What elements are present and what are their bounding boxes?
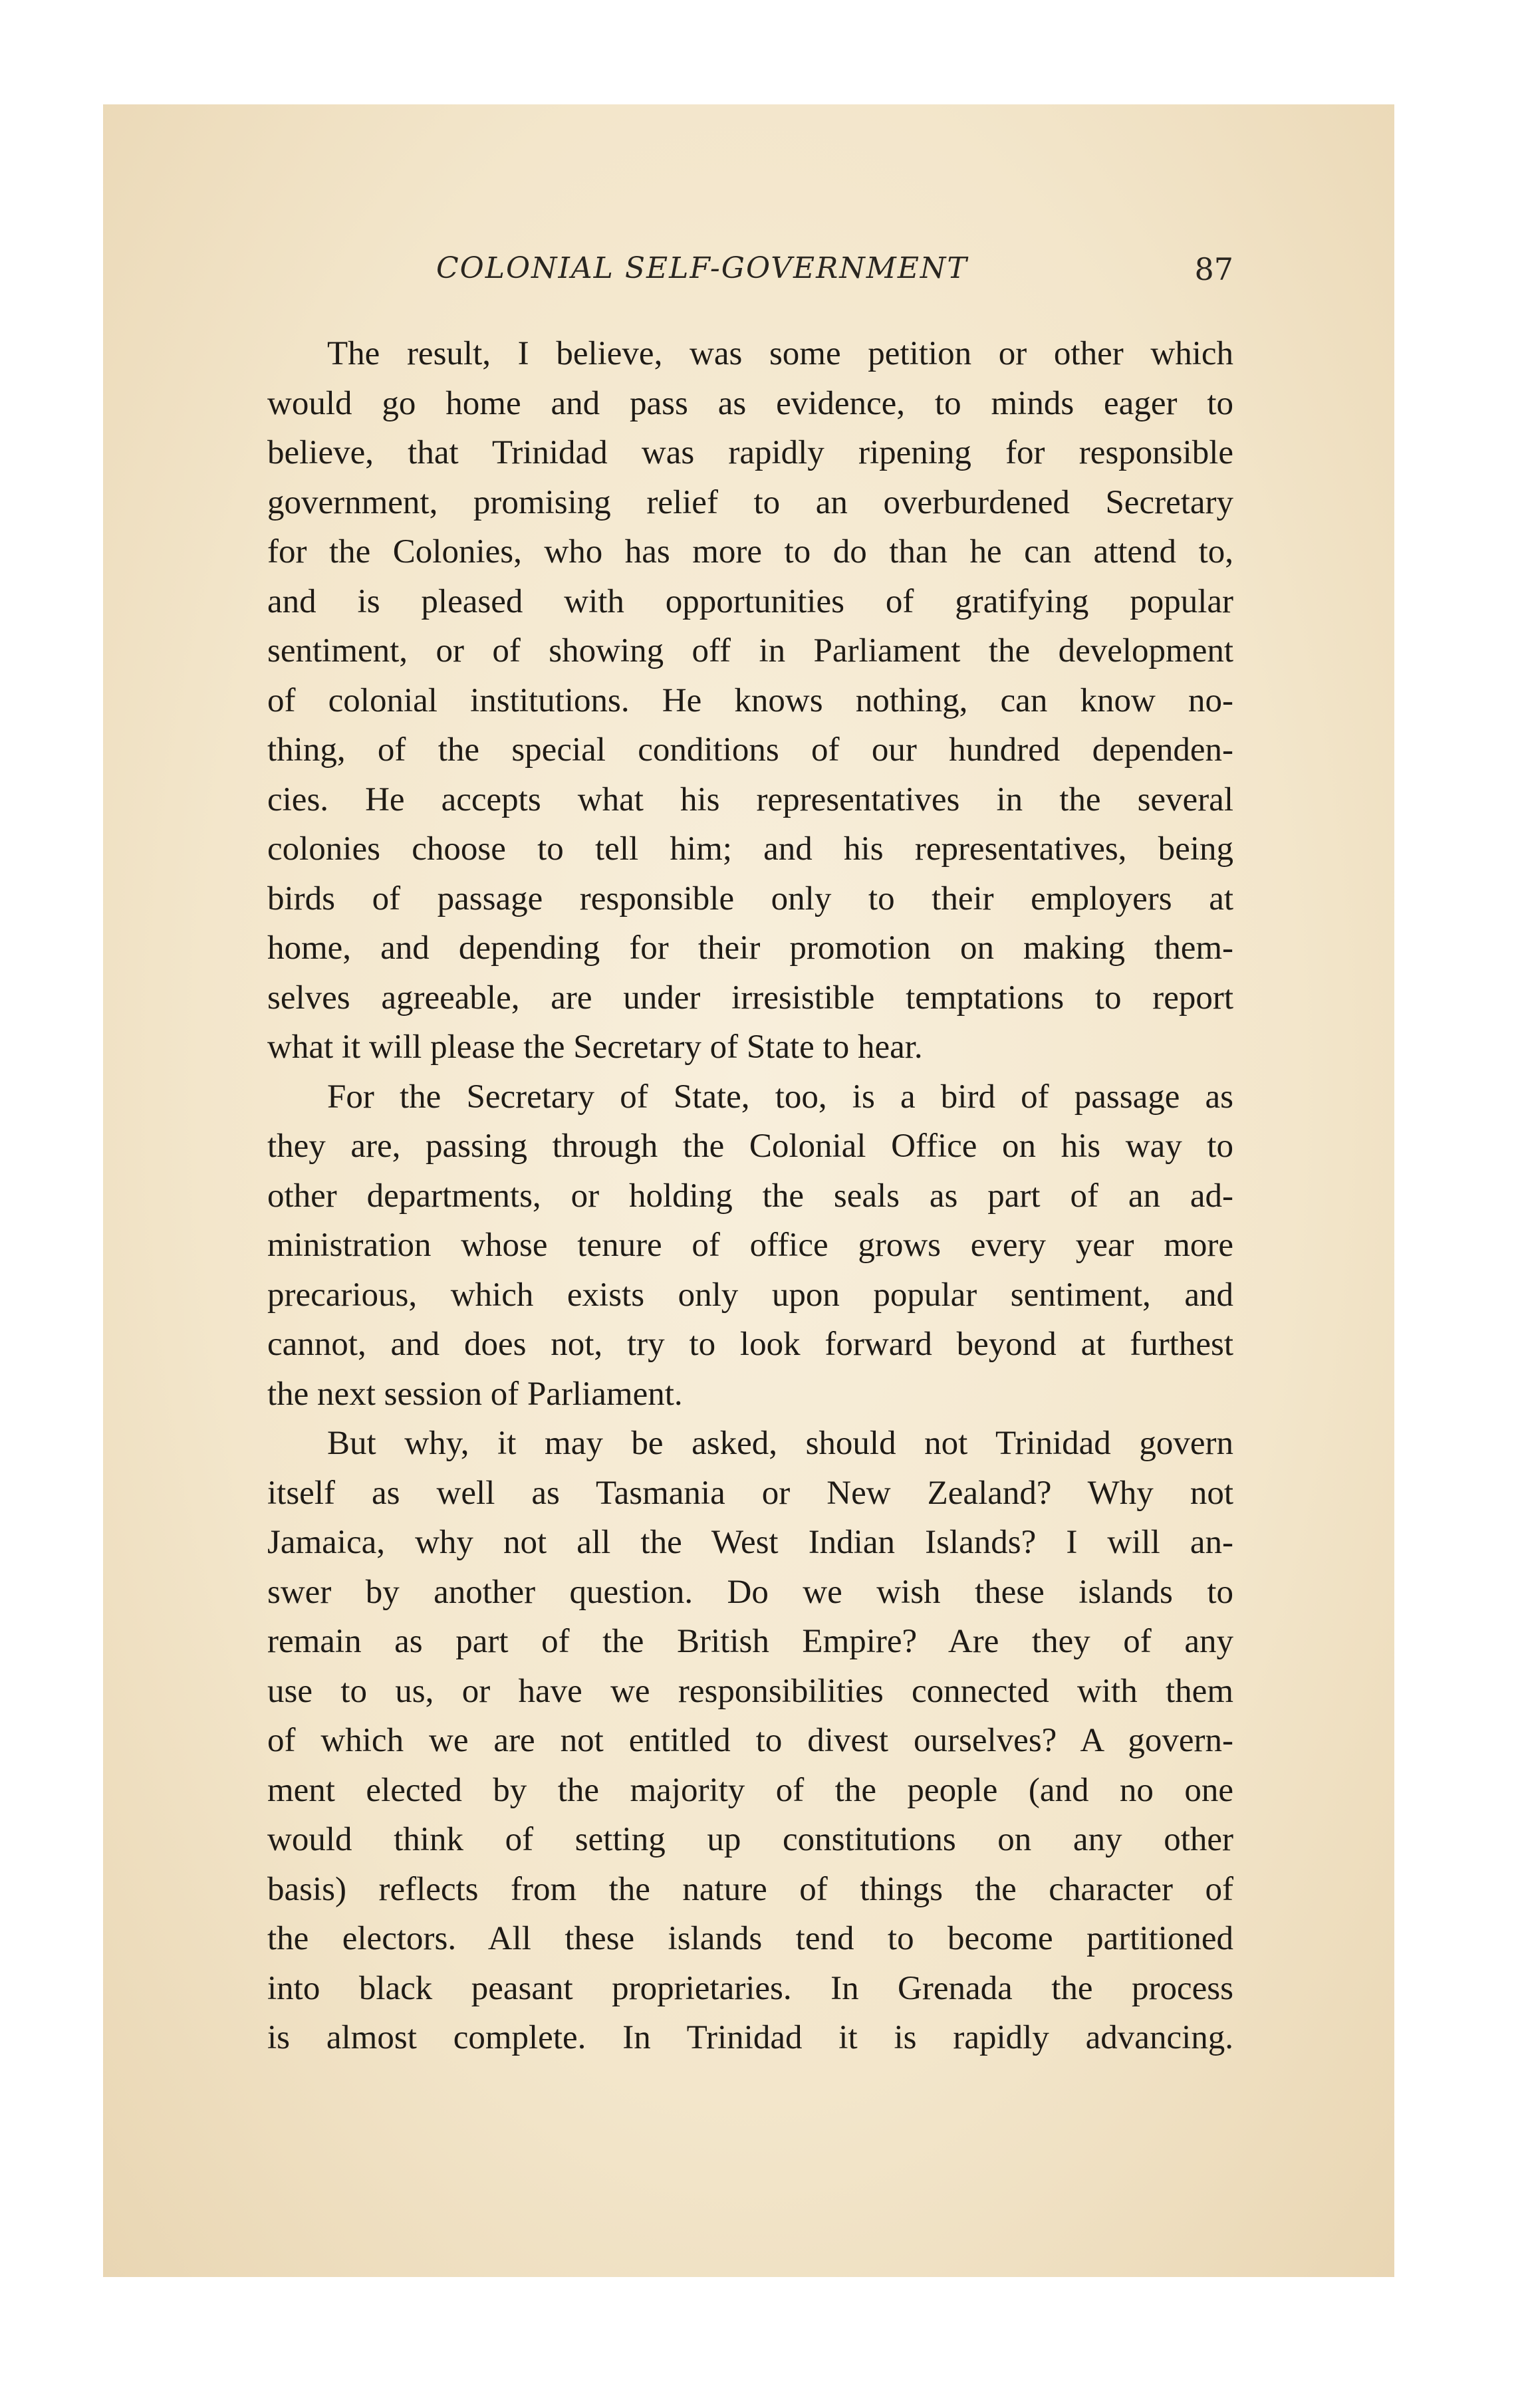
text-line: But why, it may be asked, should not Trinidad govern <box>327 1425 1233 1462</box>
text-line: what it will please the Secretary of State to hear. <box>267 1028 923 1066</box>
text-line: The result, I believe, was some petition or other which <box>327 335 1233 372</box>
text-line: would think of setting up constitutions on any other <box>267 1821 1233 1858</box>
text-line: into black peasant proprietaries. In Grenada the process <box>267 1969 1233 2007</box>
text-line: selves agreeable, are under irresistible temptations to report <box>267 979 1233 1017</box>
text-line: ministration whose tenure of office grows every year more <box>267 1227 1233 1264</box>
body-text <box>267 329 1233 2063</box>
text-line: thing, of the special conditions of our hundred dependen- <box>267 731 1233 769</box>
text-line: colonies choose to tell him; and his representatives, being <box>267 830 1233 868</box>
text-line: birds of passage responsible only to their employers at <box>267 880 1233 917</box>
text-line: basis) reflects from the nature of things the character of <box>267 1870 1233 1908</box>
text-line: the electors. All these islands tend to become partitioned <box>267 1920 1233 1957</box>
text-line: other departments, or holding the seals as part of an ad- <box>267 1177 1233 1215</box>
text-line: cies. He accepts what his representatives in the several <box>267 781 1233 818</box>
text-line: for the Colonies, who has more to do than he can attend to, <box>267 533 1233 570</box>
text-line: would go home and pass as evidence, to minds eager to <box>267 384 1233 422</box>
text-line: the next session of Parliament. <box>267 1375 683 1413</box>
text-line: and is pleased with opportunities of gratifying popular <box>267 582 1233 620</box>
text-line: of which we are not entitled to divest ourselves? A govern- <box>267 1722 1233 1759</box>
page-number: 87 <box>1194 251 1233 287</box>
text-line: sentiment, or of showing off in Parliament the development <box>267 632 1233 669</box>
text-line: they are, passing through the Colonial Office on his way to <box>267 1128 1233 1165</box>
text-line: of colonial institutions. He knows nothing, can know no- <box>267 681 1233 719</box>
text-line: Jamaica, why not all the West Indian Islands? I will an- <box>267 1524 1233 1561</box>
text-line: is almost complete. In Trinidad it is rapidly advancing. <box>267 2019 1233 2056</box>
text-line: precarious, which exists only upon popular sentiment, and <box>267 1276 1233 1314</box>
text-line: home, and depending for their promotion on making them- <box>267 929 1233 967</box>
text-line: swer by another question. Do we wish these islands to <box>267 1573 1233 1611</box>
text-line: use to us, or have we responsibilities connected with them <box>267 1672 1233 1710</box>
running-title: COLONIAL SELF-GOVERNMENT <box>436 251 968 285</box>
text-line: For the Secretary of State, too, is a bird of passage as <box>327 1078 1233 1116</box>
text-line: cannot, and does not, try to look forward beyond at furthest <box>267 1326 1233 1363</box>
text-line: remain as part of the British Empire? Are they of any <box>267 1623 1233 1660</box>
text-line: believe, that Trinidad was rapidly ripening for responsible <box>267 434 1233 471</box>
text-line: ment elected by the majority of the people (and no one <box>267 1771 1233 1809</box>
text-line: itself as well as Tasmania or New Zealand? Why not <box>267 1474 1233 1512</box>
running-header <box>267 251 1233 298</box>
text-line: government, promising relief to an overburdened Secretary <box>267 483 1233 521</box>
